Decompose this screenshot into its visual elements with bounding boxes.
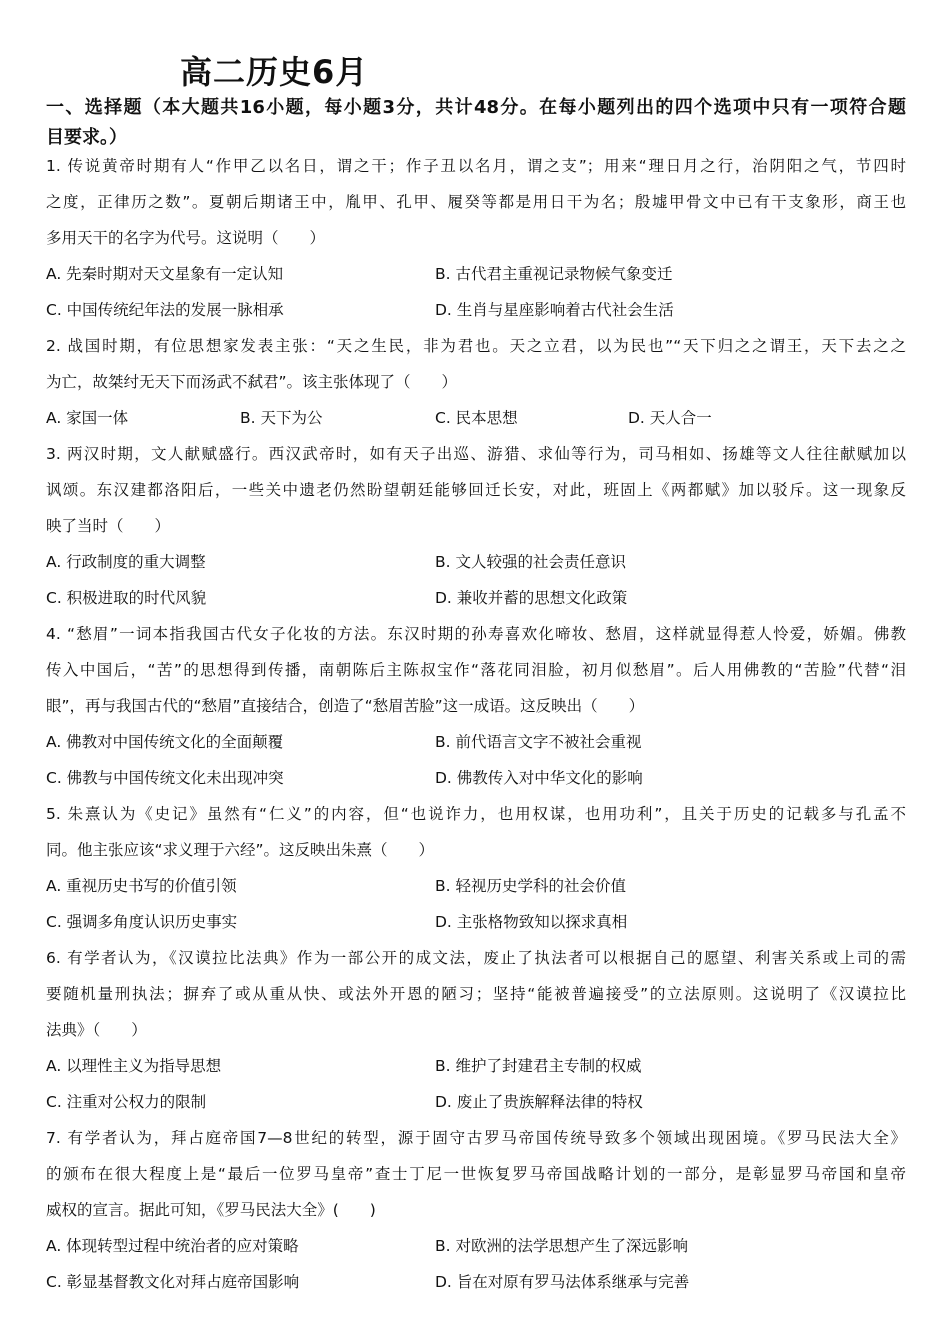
question-stem-line: 3. 两汉时期，文人献赋盛行。西汉武帝时，如有天子出巡、游猎、求仙等行为，司马相如、扬雄等文人往往献赋加以 (46, 445, 906, 463)
question-4 (46, 616, 906, 796)
question-2 (46, 328, 906, 436)
option-c[interactable]: C. 强调多角度认识历史事实 (46, 913, 238, 931)
options-row (46, 724, 906, 760)
option-b[interactable]: B. 前代语言文字不被社会重视 (435, 733, 642, 751)
option-b[interactable]: B. 轻视历史学科的社会价值 (435, 877, 626, 895)
options-row (46, 400, 906, 436)
options-row (46, 904, 906, 940)
question-stem-line: 眼”，再与我国古代的“愁眉”直接结合，创造了“愁眉苦脸”这一成语。这反映出（ ） (46, 697, 645, 715)
question-stem-line: 同。他主张应该“求义理于六经”。这反映出朱熹（ ） (46, 841, 435, 859)
options-row (46, 868, 906, 904)
option-d[interactable]: D. 天人合一 (628, 409, 712, 427)
question-5 (46, 796, 906, 940)
option-b[interactable]: B. 文人较强的社会责任意识 (435, 553, 626, 571)
option-c[interactable]: C. 注重对公权力的限制 (46, 1093, 207, 1111)
option-b[interactable]: B. 对欧洲的法学思想产生了深远影响 (435, 1237, 688, 1255)
question-stem-line: 传入中国后，“苦”的思想得到传播，南朝陈后主陈叔宝作“落花同泪脸，初月似愁眉”。后人用佛教的“苦脸”代替“泪 (46, 661, 906, 679)
option-a[interactable]: A. 重视历史书写的价值引领 (46, 877, 237, 895)
option-d[interactable]: D. 生肖与星座影响着古代社会生活 (435, 301, 674, 319)
question-stem-line: 法典》（ ） (46, 1021, 147, 1039)
question-stem-line: 7. 有学者认为，拜占庭帝国7—8世纪的转型，源于固守古罗马帝国传统导致多个领域出现困境。《罗马民法大全》 (46, 1129, 906, 1147)
question-stem-line: 6. 有学者认为，《汉谟拉比法典》作为一部公开的成文法，废止了执法者可以根据自己的愿望、利害关系或上司的需 (46, 949, 906, 967)
question-7 (46, 1120, 906, 1300)
option-a[interactable]: A. 行政制度的重大调整 (46, 553, 206, 571)
option-a[interactable]: A. 佛教对中国传统文化的全面颠覆 (46, 733, 284, 751)
options-row (46, 1264, 906, 1300)
question-stem-line: 2. 战国时期，有位思想家发表主张：“天之生民，非为君也。天之立君，以为民也”“天下归之之谓王，天下去之之 (46, 337, 906, 355)
section-heading-line: 目要求。） (46, 127, 127, 148)
question-stem-line: 威权的宣言。据此可知，《罗马民法大全》( ) (46, 1201, 376, 1219)
question-stem-line: 1. 传说黄帝时期有人“作甲乙以名日，谓之干；作子丑以名月，谓之支”；用来“理日月之行，治阴阳之气，节四时 (46, 157, 906, 175)
options-row (46, 256, 906, 292)
option-a[interactable]: A. 先秦时期对天文星象有一定认知 (46, 265, 284, 283)
options-row (46, 580, 906, 616)
options-row (46, 1084, 906, 1120)
option-c[interactable]: C. 积极进取的时代风貌 (46, 589, 207, 607)
option-b[interactable]: B. 天下为公 (240, 409, 323, 427)
option-d[interactable]: D. 佛教传入对中华文化的影响 (435, 769, 643, 787)
question-stem-line: 讽颂。东汉建都洛阳后，一些关中遗老仍然盼望朝廷能够回迁长安，对此，班固上《两都赋》加以驳斥。这一现象反 (46, 481, 906, 499)
question-stem-line: 的颁布在很大程度上是“最后一位罗马皇帝”查士丁尼一世恢复罗马帝国战略计划的一部分，是彰显罗马帝国和皇帝 (46, 1165, 906, 1183)
question-stem-line: 映了当时（ ） (46, 517, 171, 535)
option-d[interactable]: D. 旨在对原有罗马法体系继承与完善 (435, 1273, 690, 1291)
question-stem-line: 为亡，故桀纣无天下而汤武不弑君”。该主张体现了（ ） (46, 373, 458, 391)
option-a[interactable]: A. 以理性主义为指导思想 (46, 1057, 222, 1075)
section-heading-line: 一、选择题（本大题共16小题，每小题3分，共计48分。在每小题列出的四个选项中只有一项符合题 (46, 97, 906, 118)
option-d[interactable]: D. 兼收并蓄的思想文化政策 (435, 589, 628, 607)
option-c[interactable]: C. 佛教与中国传统文化未出现冲突 (46, 769, 284, 787)
option-b[interactable]: B. 维护了封建君主专制的权威 (435, 1057, 642, 1075)
options-row (46, 292, 906, 328)
option-d[interactable]: D. 主张格物致知以探求真相 (435, 913, 628, 931)
question-1 (46, 148, 906, 328)
question-stem-line: 要随机量刑执法；摒弃了或从重从快、或法外开恩的陋习；坚持“能被普遍接受”的立法原则。这说明了《汉谟拉比 (46, 985, 906, 1003)
options-row (46, 1228, 906, 1264)
question-stem-line: 多用天干的名字为代号。这说明（ ） (46, 229, 326, 247)
document-title: 高二历史6月 (180, 53, 369, 91)
option-d[interactable]: D. 废止了贵族解释法律的特权 (435, 1093, 643, 1111)
option-a[interactable]: A. 体现转型过程中统治者的应对策略 (46, 1237, 299, 1255)
option-b[interactable]: B. 古代君主重视记录物候气象变迁 (435, 265, 673, 283)
option-a[interactable]: A. 家国一体 (46, 409, 129, 427)
question-stem-line: 之度，正律历之数”。夏朝后期诸王中，胤甲、孔甲、履癸等都是用日干为名；殷墟甲骨文中已有干支象形，商王也 (46, 193, 906, 211)
option-c[interactable]: C. 民本思想 (435, 409, 518, 427)
option-c[interactable]: C. 中国传统纪年法的发展一脉相承 (46, 301, 284, 319)
section-heading (46, 93, 906, 153)
options-row (46, 760, 906, 796)
question-stem-line: 5. 朱熹认为《史记》虽然有“仁义”的内容，但“也说诈力，也用权谋，也用功利”，且关于历史的记载多与孔孟不 (46, 805, 906, 823)
question-stem-line: 4. “愁眉”一词本指我国古代女子化妆的方法。东汉时期的孙寿喜欢化啼妆、愁眉，这样就显得惹人怜爱，娇媚。佛教 (46, 625, 906, 643)
question-list (46, 148, 906, 1300)
options-row (46, 1048, 906, 1084)
options-row (46, 544, 906, 580)
question-3 (46, 436, 906, 616)
option-c[interactable]: C. 彰显基督教文化对拜占庭帝国影响 (46, 1273, 300, 1291)
question-6 (46, 940, 906, 1120)
